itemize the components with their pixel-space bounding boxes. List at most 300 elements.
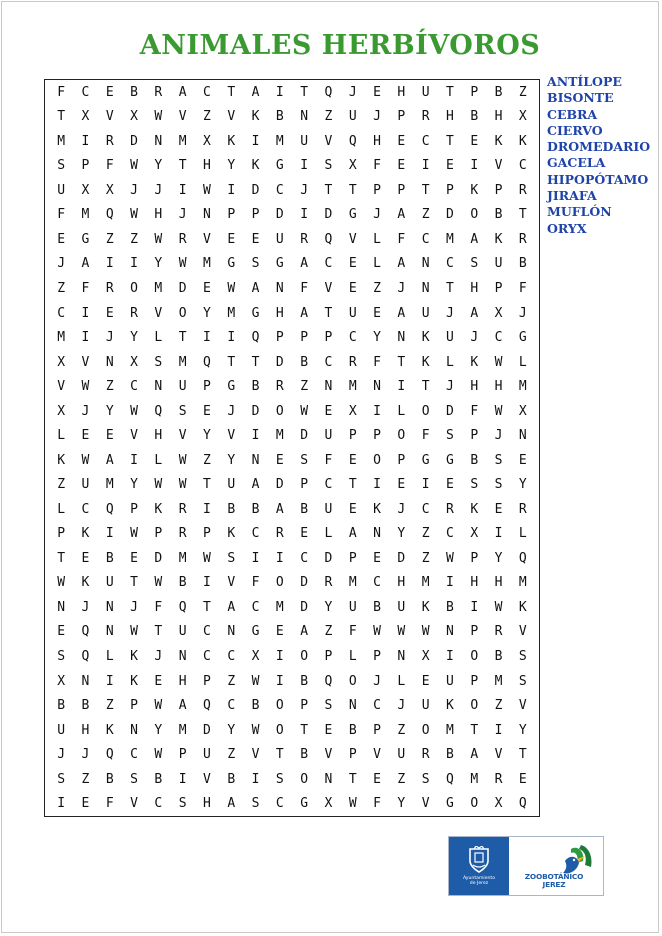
- grid-cell: I: [373, 477, 381, 493]
- grid-cell: R: [518, 501, 527, 517]
- grid-cell: I: [227, 182, 236, 198]
- grid-cell: P: [494, 281, 503, 297]
- grid-cell: U: [421, 305, 430, 321]
- grid-cell: U: [203, 747, 211, 763]
- grid-cell: J: [397, 501, 406, 517]
- grid-cell: U: [348, 109, 357, 125]
- grid-cell: V: [154, 305, 163, 321]
- grid-cell: A: [178, 84, 187, 100]
- grid-cell: V: [81, 354, 90, 370]
- grid-cell: C: [324, 256, 333, 272]
- grid-cell: R: [518, 231, 527, 247]
- grid-cell: B: [251, 379, 260, 395]
- grid-cell: W: [300, 403, 309, 419]
- grid-cell: D: [324, 207, 333, 223]
- grid-cell: G: [300, 796, 309, 812]
- grid-cell: Y: [105, 403, 114, 419]
- grid-cell: P: [397, 452, 406, 468]
- grid-cell: K: [494, 231, 503, 247]
- grid-cell: S: [446, 428, 454, 444]
- grid-cell: K: [154, 501, 163, 517]
- grid-cell: O: [275, 403, 284, 419]
- grid-cell: A: [470, 231, 479, 247]
- grid-cell: A: [397, 207, 406, 223]
- grid-cell: G: [251, 305, 260, 321]
- grid-cell: V: [518, 624, 527, 640]
- grid-cell: P: [470, 84, 479, 100]
- grid-cell: E: [300, 526, 309, 542]
- grid-cell: U: [57, 182, 66, 198]
- grid-cell: W: [203, 550, 211, 566]
- grid-cell: X: [57, 403, 66, 419]
- grid-cell: H: [470, 575, 479, 591]
- grid-cell: W: [154, 698, 163, 714]
- grid-cell: R: [348, 354, 357, 370]
- grid-cell: M: [203, 256, 211, 272]
- grid-cell: B: [494, 649, 503, 665]
- grid-cell: K: [130, 649, 138, 665]
- grid-cell: W: [373, 624, 381, 640]
- grid-cell: K: [251, 158, 260, 174]
- grid-cell: Z: [227, 747, 236, 763]
- grid-cell: P: [300, 477, 309, 493]
- grid-cell: B: [300, 354, 309, 370]
- grid-cell: S: [494, 452, 503, 468]
- grid-cell: Y: [397, 796, 406, 812]
- grid-cell: X: [251, 649, 260, 665]
- grid-cell: S: [227, 550, 236, 566]
- grid-cell: E: [57, 231, 66, 247]
- grid-cell: D: [300, 575, 309, 591]
- grid-cell: S: [470, 477, 479, 493]
- grid-cell: U: [397, 599, 406, 615]
- grid-cell: S: [178, 403, 187, 419]
- grid-cell: I: [300, 158, 309, 174]
- grid-cell: N: [324, 771, 333, 787]
- grid-cell: P: [470, 624, 479, 640]
- word-list-item: CEBRA: [547, 106, 598, 122]
- grid-cell: K: [518, 599, 527, 615]
- page-title: ANIMALES HERBÍVOROS: [139, 30, 541, 61]
- grid-cell: V: [324, 133, 333, 149]
- grid-cell: M: [178, 133, 187, 149]
- grid-cell: P: [203, 673, 211, 689]
- grid-cell: Q: [105, 747, 114, 763]
- grid-cell: N: [130, 722, 138, 738]
- grid-cell: C: [324, 477, 333, 493]
- grid-cell: O: [421, 722, 430, 738]
- grid-cell: J: [154, 182, 163, 198]
- grid-cell: D: [275, 207, 284, 223]
- grid-cell: C: [300, 550, 309, 566]
- grid-cell: P: [227, 207, 236, 223]
- grid-cell: Y: [397, 526, 406, 542]
- grid-cell: M: [348, 575, 357, 591]
- grid-cell: E: [518, 452, 527, 468]
- grid-cell: D: [251, 403, 260, 419]
- grid-cell: R: [494, 771, 503, 787]
- grid-cell: T: [348, 771, 357, 787]
- grid-cell: I: [130, 256, 138, 272]
- grid-cell: J: [348, 84, 357, 100]
- grid-cell: D: [397, 550, 406, 566]
- grid-cell: D: [130, 133, 138, 149]
- grid-cell: O: [300, 771, 309, 787]
- grid-cell: M: [275, 133, 284, 149]
- grid-cell: Y: [227, 722, 236, 738]
- grid-cell: Y: [130, 477, 138, 493]
- grid-cell: C: [446, 526, 454, 542]
- ayuntamiento-caption: Ayuntamiento de Jerez: [462, 875, 496, 886]
- grid-cell: B: [227, 771, 236, 787]
- grid-cell: W: [421, 624, 430, 640]
- grid-cell: Z: [494, 698, 503, 714]
- ayuntamiento-logo: [449, 837, 509, 895]
- grid-cell: S: [300, 452, 309, 468]
- grid-cell: E: [105, 428, 114, 444]
- grid-cell: I: [446, 575, 454, 591]
- grid-cell: L: [324, 526, 333, 542]
- grid-cell: W: [251, 673, 260, 689]
- grid-cell: P: [348, 428, 357, 444]
- grid-cell: G: [227, 379, 236, 395]
- word-list-item: GACELA: [547, 155, 606, 171]
- grid-cell: R: [421, 747, 430, 763]
- grid-cell: B: [300, 747, 309, 763]
- grid-cell: T: [348, 182, 357, 198]
- grid-cell: O: [178, 305, 187, 321]
- grid-cell: E: [203, 403, 211, 419]
- grid-cell: Q: [324, 84, 333, 100]
- grid-cell: U: [81, 477, 90, 493]
- grid-cell: T: [227, 354, 236, 370]
- grid-cell: U: [275, 231, 284, 247]
- grid-cell: O: [275, 575, 284, 591]
- grid-cell: S: [57, 771, 66, 787]
- grid-cell: E: [348, 501, 357, 517]
- grid-cell: P: [470, 550, 479, 566]
- grid-cell: T: [421, 379, 430, 395]
- grid-cell: E: [373, 550, 381, 566]
- grid-cell: X: [518, 403, 527, 419]
- word-list-item: DROMEDARIO: [547, 139, 651, 155]
- grid-cell: K: [421, 354, 430, 370]
- grid-cell: E: [105, 84, 114, 100]
- grid-cell: N: [421, 256, 430, 272]
- grid-cell: E: [397, 133, 406, 149]
- grid-cell: M: [227, 305, 236, 321]
- grid-cell: Y: [518, 722, 527, 738]
- grid-cell: K: [105, 722, 114, 738]
- grid-cell: E: [81, 550, 90, 566]
- grid-cell: T: [251, 354, 260, 370]
- grid-cell: K: [494, 133, 503, 149]
- grid-cell: R: [300, 231, 309, 247]
- grid-cell: P: [373, 649, 381, 665]
- grid-cell: T: [518, 747, 527, 763]
- grid-cell: U: [57, 722, 66, 738]
- grid-cell: Z: [227, 673, 236, 689]
- grid-cell: S: [57, 158, 66, 174]
- grid-cell: B: [105, 550, 114, 566]
- grid-cell: I: [300, 207, 309, 223]
- grid-cell: I: [203, 501, 211, 517]
- grid-cell: S: [470, 256, 479, 272]
- grid-cell: Q: [348, 133, 357, 149]
- grid-cell: I: [178, 771, 187, 787]
- grid-cell: R: [178, 501, 187, 517]
- grid-cell: M: [105, 477, 114, 493]
- word-list: [547, 74, 650, 237]
- grid-cell: Q: [324, 673, 333, 689]
- grid-cell: S: [275, 771, 284, 787]
- grid-cell: B: [57, 698, 66, 714]
- grid-cell: F: [81, 281, 90, 297]
- grid-cell: W: [494, 403, 503, 419]
- grid-cell: C: [373, 575, 381, 591]
- grid-cell: P: [397, 182, 406, 198]
- grid-cell: L: [397, 673, 406, 689]
- grid-cell: B: [446, 599, 454, 615]
- grid-cell: L: [154, 452, 163, 468]
- grid-cell: H: [470, 281, 479, 297]
- grid-cell: X: [494, 305, 503, 321]
- grid-cell: P: [348, 550, 357, 566]
- grid-cell: F: [57, 84, 66, 100]
- grid-cell: C: [57, 305, 66, 321]
- grid-cell: S: [130, 771, 138, 787]
- grid-cell: P: [130, 698, 138, 714]
- grid-cell: M: [446, 722, 454, 738]
- grid-cell: O: [275, 698, 284, 714]
- grid-cell: U: [397, 747, 406, 763]
- grid-cell: G: [446, 452, 454, 468]
- grid-cell: S: [154, 354, 163, 370]
- grid-cell: P: [470, 673, 479, 689]
- grid-cell: U: [178, 624, 187, 640]
- grid-cell: O: [470, 207, 479, 223]
- grid-cell: J: [130, 599, 138, 615]
- grid-cell: S: [57, 649, 66, 665]
- grid-cell: P: [373, 182, 381, 198]
- grid-cell: A: [178, 698, 187, 714]
- grid-cell: H: [397, 84, 406, 100]
- grid-cell: A: [105, 452, 114, 468]
- grid-cell: M: [470, 771, 479, 787]
- grid-cell: Q: [203, 354, 211, 370]
- grid-cell: I: [251, 428, 260, 444]
- grid-cell: V: [130, 428, 138, 444]
- grid-cell: C: [421, 133, 430, 149]
- grid-cell: Y: [154, 722, 163, 738]
- word-list-item: BISONTE: [547, 90, 614, 106]
- grid-cell: B: [227, 501, 236, 517]
- grid-cell: J: [81, 747, 90, 763]
- grid-cell: L: [105, 649, 114, 665]
- grid-cell: M: [518, 379, 527, 395]
- grid-cell: T: [518, 207, 527, 223]
- grid-cell: X: [421, 649, 430, 665]
- grid-cell: U: [348, 599, 357, 615]
- grid-cell: M: [57, 330, 66, 346]
- grid-cell: V: [105, 109, 114, 125]
- grid-cell: A: [470, 305, 479, 321]
- grid-cell: D: [300, 599, 309, 615]
- grid-cell: E: [518, 771, 527, 787]
- grid-cell: P: [373, 722, 381, 738]
- grid-cell: P: [57, 526, 66, 542]
- grid-cell: D: [251, 182, 260, 198]
- grid-cell: N: [251, 452, 260, 468]
- grid-cell: E: [397, 477, 406, 493]
- grid-cell: G: [348, 207, 357, 223]
- grid-cell: K: [470, 182, 479, 198]
- zoobotanico-logo: [509, 837, 603, 895]
- grid-cell: G: [518, 330, 527, 346]
- grid-cell: J: [81, 599, 90, 615]
- grid-cell: G: [275, 256, 284, 272]
- grid-cell: I: [446, 649, 454, 665]
- grid-cell: N: [373, 379, 381, 395]
- grid-cell: V: [203, 771, 211, 787]
- grid-cell: Z: [518, 84, 527, 100]
- grid-cell: W: [130, 403, 138, 419]
- grid-cell: V: [421, 796, 430, 812]
- grid-cell: J: [397, 698, 406, 714]
- grid-cell: B: [518, 256, 527, 272]
- grid-cell: O: [470, 698, 479, 714]
- grid-cell: B: [130, 84, 138, 100]
- grid-cell: Z: [57, 281, 66, 297]
- grid-cell: N: [105, 354, 114, 370]
- grid-cell: T: [446, 281, 454, 297]
- grid-cell: H: [275, 305, 284, 321]
- grid-cell: W: [81, 452, 90, 468]
- grid-cell: E: [251, 231, 260, 247]
- grid-cell: J: [494, 428, 503, 444]
- grid-cell: E: [446, 158, 454, 174]
- grid-cell: N: [397, 330, 406, 346]
- grid-cell: J: [446, 305, 454, 321]
- grid-cell: N: [154, 133, 163, 149]
- grid-cell: T: [203, 599, 211, 615]
- grid-cell: C: [227, 649, 236, 665]
- grid-cell: B: [446, 747, 454, 763]
- grid-cell: N: [203, 207, 211, 223]
- grid-cell: N: [324, 379, 333, 395]
- grid-cell: N: [421, 281, 430, 297]
- grid-cell: Y: [373, 330, 381, 346]
- grid-cell: I: [251, 550, 260, 566]
- grid-cell: M: [178, 550, 187, 566]
- grid-cell: W: [348, 796, 357, 812]
- grid-cell: Y: [154, 158, 163, 174]
- grid-cell: T: [300, 84, 309, 100]
- grid-cell: P: [178, 747, 187, 763]
- grid-cell: Q: [154, 403, 163, 419]
- grid-cell: P: [300, 698, 309, 714]
- grid-cell: S: [251, 256, 260, 272]
- grid-cell: S: [251, 796, 260, 812]
- grid-cell: R: [494, 624, 503, 640]
- grid-cell: B: [251, 698, 260, 714]
- grid-cell: E: [227, 231, 236, 247]
- grid-cell: U: [300, 133, 309, 149]
- grid-cell: P: [154, 526, 163, 542]
- grid-cell: I: [105, 673, 114, 689]
- grid-cell: M: [57, 133, 66, 149]
- grid-cell: O: [373, 452, 381, 468]
- word-list-item: ANTÍLOPE: [547, 74, 622, 89]
- grid-cell: C: [251, 599, 260, 615]
- grid-cell: E: [373, 305, 381, 321]
- grid-cell: T: [178, 330, 187, 346]
- grid-cell: W: [397, 624, 406, 640]
- grid-cell: M: [446, 231, 454, 247]
- grid-cell: K: [227, 133, 236, 149]
- grid-cell: U: [178, 379, 187, 395]
- grid-cell: K: [446, 698, 454, 714]
- zoobotanico-caption: ZOOBOTÁNICO JEREZ: [524, 872, 584, 889]
- word-list-item: HIPOPÓTAMO: [547, 171, 649, 187]
- grid-cell: X: [57, 354, 66, 370]
- grid-cell: H: [494, 379, 503, 395]
- grid-cell: Q: [178, 599, 187, 615]
- grid-cell: P: [470, 428, 479, 444]
- grid-cell: R: [178, 231, 187, 247]
- grid-cell: X: [130, 109, 138, 125]
- grid-cell: Z: [397, 771, 406, 787]
- grid-cell: J: [470, 330, 479, 346]
- grid-cell: K: [518, 133, 527, 149]
- grid-cell: I: [494, 722, 503, 738]
- grid-cell: E: [57, 624, 66, 640]
- grid-cell: H: [81, 722, 90, 738]
- grid-cell: I: [203, 575, 211, 591]
- grid-cell: A: [300, 305, 309, 321]
- grid-cell: B: [300, 673, 309, 689]
- grid-cell: Z: [300, 379, 309, 395]
- grid-cell: I: [494, 526, 503, 542]
- grid-cell: H: [178, 673, 187, 689]
- grid-cell: I: [373, 403, 381, 419]
- grid-cell: I: [470, 599, 479, 615]
- grid-cell: C: [421, 501, 430, 517]
- grid-cell: H: [203, 158, 211, 174]
- grid-cell: M: [518, 575, 527, 591]
- grid-cell: Z: [373, 281, 381, 297]
- grid-cell: T: [178, 158, 187, 174]
- grid-cell: M: [154, 281, 163, 297]
- grid-cell: A: [397, 305, 406, 321]
- grid-cell: Y: [227, 158, 236, 174]
- grid-cell: V: [57, 379, 66, 395]
- grid-cell: Q: [518, 796, 527, 812]
- grid-cell: A: [251, 84, 260, 100]
- grid-cell: G: [227, 256, 236, 272]
- grid-cell: T: [275, 747, 284, 763]
- grid-cell: M: [275, 599, 284, 615]
- grid-cell: N: [227, 624, 236, 640]
- grid-cell: V: [324, 281, 333, 297]
- grid-cell: M: [348, 379, 357, 395]
- grid-cell: W: [130, 624, 138, 640]
- grid-cell: X: [348, 158, 357, 174]
- grid-cell: Z: [203, 109, 211, 125]
- grid-cell: Q: [105, 501, 114, 517]
- grid-cell: A: [227, 796, 236, 812]
- grid-cell: W: [494, 599, 503, 615]
